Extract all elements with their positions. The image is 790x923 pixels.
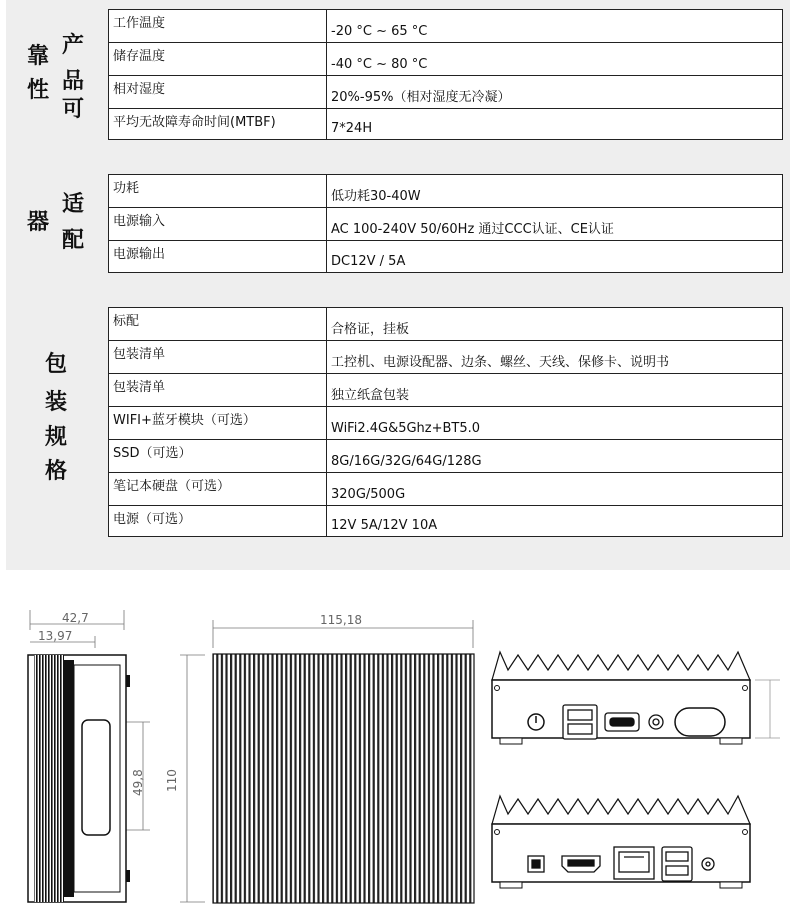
- side-dim-partial: [755, 680, 780, 738]
- table-row: [109, 43, 783, 76]
- top-view: [213, 654, 474, 903]
- spec-key: 工作温度: [109, 10, 327, 43]
- group-label-package-char-3: 规: [45, 425, 68, 450]
- table-row: [109, 241, 783, 273]
- group-label-adapter-char-2: 器: [27, 210, 50, 235]
- dim-height: 110: [165, 769, 179, 792]
- table-row: [109, 506, 783, 537]
- spec-value: 低功耗30-40W: [327, 175, 783, 208]
- spec-table-reliability: [108, 9, 783, 140]
- dim-width-side: 42,7: [62, 611, 89, 625]
- spec-key: 笔记本硬盘（可选）: [109, 473, 327, 506]
- spec-value: -20 °C ~ 65 °C: [327, 10, 783, 43]
- spec-value: DC12V / 5A: [327, 241, 783, 273]
- table-row: [109, 10, 783, 43]
- spec-value: 合格证，挂板: [327, 308, 783, 341]
- table-row: [109, 308, 783, 341]
- table-row: [109, 407, 783, 440]
- ethernet-port-icon: [614, 847, 654, 879]
- group-label-reliability-char-2: 产品: [62, 33, 85, 94]
- side-view: [28, 655, 130, 902]
- spec-value: 320G/500G: [327, 473, 783, 506]
- spec-value: 工控机、电源设配器、边条、螺丝、天线、保修卡、说明书: [327, 341, 783, 374]
- section-band-gap-2: [6, 273, 790, 307]
- table-row: [109, 76, 783, 109]
- spec-key: SSD（可选）: [109, 440, 327, 473]
- spec-key: 电源（可选）: [109, 506, 327, 537]
- table-row: [109, 374, 783, 407]
- dual-usb-port-icon: [662, 847, 692, 881]
- table-row: [109, 440, 783, 473]
- table-row: [109, 208, 783, 241]
- spec-key: 相对湿度: [109, 76, 327, 109]
- dim-slot-height: 49,8: [131, 769, 145, 796]
- dim-offset-side: 13,97: [38, 629, 73, 643]
- group-label-package-char-2: 装: [45, 390, 68, 415]
- group-label-package-char-4: 格: [45, 459, 68, 484]
- usb-port-icon: [563, 705, 597, 739]
- section-band-top: [6, 0, 790, 8]
- spec-key: 标配: [109, 308, 327, 341]
- spec-value: 7*24H: [327, 109, 783, 140]
- spec-key: 包装清单: [109, 341, 327, 374]
- group-label-package-char-1: 包: [45, 352, 68, 377]
- spec-value: -40 °C ~ 80 °C: [327, 43, 783, 76]
- dc-power-jack-icon: [528, 856, 544, 872]
- spec-value: 20%-95%（相对湿度无冷凝）: [327, 76, 783, 109]
- spec-value: AC 100-240V 50/60Hz 通过CCC认证、CE认证: [327, 208, 783, 241]
- group-label-reliability-char-4: 可: [62, 97, 85, 122]
- spec-table-package: [108, 307, 783, 537]
- technical-drawing: [0, 570, 790, 923]
- spec-value: 12V 5A/12V 10A: [327, 506, 783, 537]
- audio-jack-icon: [649, 715, 663, 729]
- group-label-adapter-char-3: 配: [62, 228, 85, 253]
- table-row: [109, 109, 783, 140]
- section-band-gap-1: [6, 139, 790, 174]
- usb-c-port-icon: [605, 713, 639, 731]
- group-label-adapter-char-1: 适: [62, 192, 85, 217]
- group-label-reliability-char-1: 靠: [27, 44, 50, 69]
- table-row: [109, 473, 783, 506]
- spec-value: 独立纸盒包装: [327, 374, 783, 407]
- section-band-gap-3: [6, 538, 790, 570]
- group-label-reliability-char-3: 性: [27, 78, 50, 103]
- spec-value: WiFi2.4G&5Ghz+BT5.0: [327, 407, 783, 440]
- table-row: [109, 341, 783, 374]
- spec-table-adapter: [108, 174, 783, 273]
- spec-key: 储存温度: [109, 43, 327, 76]
- spec-key: 功耗: [109, 175, 327, 208]
- hdmi-port-icon: [562, 856, 600, 872]
- reset-button-icon: [702, 858, 714, 870]
- spec-key: 电源输入: [109, 208, 327, 241]
- spec-key: WIFI+蓝牙模块（可选）: [109, 407, 327, 440]
- dim-length: 115,18: [320, 613, 362, 627]
- antenna-slot-icon: [675, 708, 725, 736]
- table-row: [109, 175, 783, 208]
- spec-key: 电源输出: [109, 241, 327, 273]
- spec-key: 包装清单: [109, 374, 327, 407]
- spec-value: 8G/16G/32G/64G/128G: [327, 440, 783, 473]
- spec-key: 平均无故障寿命时间(MTBF): [109, 109, 327, 140]
